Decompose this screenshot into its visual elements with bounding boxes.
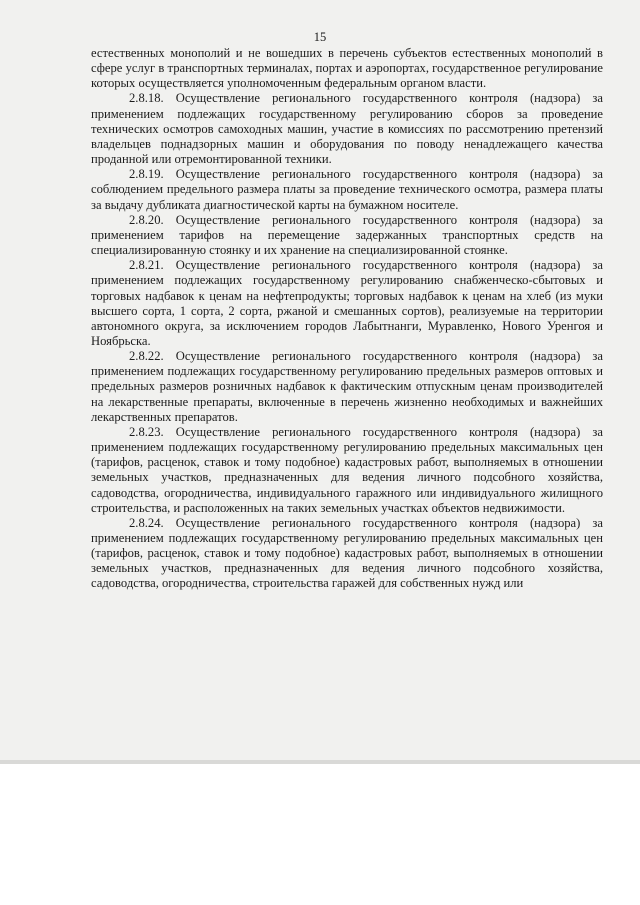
document-body [91, 46, 603, 592]
scan-edge [0, 760, 640, 764]
paragraph-2-8-21: 2.8.21. Осуществление регионального государственного контроля (надзора) за применением подлежащих государственному регулированию снабженческо-сбытовых и торговых надбавок к ценам на нефтепродукты; торговых надбавок к ценам на хлеб (из муки высшего сорта, 1 сорта, 2 сорта, ржаной и смешанных сортов), реализуемые на территории автономного округа, за исключением городов Лабытнанги, Муравленко, Нового Уренгоя и Ноябрьска. [91, 258, 603, 348]
paragraph-2-8-22: 2.8.22. Осуществление регионального государственного контроля (надзора) за применением подлежащих государственному регулированию предельных размеров оптовых и предельных размеров розничных надбавок к фактическим отпускным ценам производителей на лекарственные препараты, включенные в перечень жизненно необходимых и важнейших лекарственных препаратов. [91, 349, 603, 424]
paragraph-continuation: естественных монополий и не вошедших в перечень субъектов естественных монополий в сфере услуг в транспортных терминалах, портах и аэропортах, государственное регулирование которых осуществляется уполномоченным федеральным органом власти. [91, 46, 603, 91]
paragraph-2-8-23: 2.8.23. Осуществление регионального государственного контроля (надзора) за применением подлежащих государственному регулированию предельных максимальных цен (тарифов, расценок, ставок и тому подобное) кадастровых работ, выполняемых в отношении земельных участков, предназначенных для ведения личного подсобного хозяйства, садоводства, огородничества, индивидуального гаражного или индивидуального жилищного строительства, и расположенных на таких земельных участках объектов недвижимости. [91, 424, 603, 515]
paragraph-2-8-18: 2.8.18. Осуществление регионального государственного контроля (надзора) за применением подлежащих государственному регулированию сборов за проведение технических осмотров самоходных машин, участие в комиссиях по рассмотрению претензий владельцев поднадзорных машин и оборудования по поводу ненадлежащего качества проданной или отремонтированной техники. [91, 91, 603, 167]
paragraph-2-8-19: 2.8.19. Осуществление регионального государственного контроля (надзора) за соблюдением предельного размера платы за проведение технического осмотра, размера платы за выдачу дубликата диагностической карты на бумажном носителе. [91, 167, 603, 212]
paragraph-2-8-24: 2.8.24. Осуществление регионального государственного контроля (надзора) за применением подлежащих государственному регулированию предельных максимальных цен (тарифов, расценок, ставок и тому подобное) кадастровых работ, выполняемых в отношении земельных участков, предназначенных для ведения личного подсобного хозяйства, садоводства, огородничества, строительства гаражей для собственных нужд или [91, 515, 603, 591]
page-number: 15 [313, 30, 327, 44]
paragraph-2-8-20: 2.8.20. Осуществление регионального государственного контроля (надзора) за применением тарифов на перемещение задержанных транспортных средств на специализированную стоянку и их хранение на специализированной стоянке. [91, 212, 603, 258]
